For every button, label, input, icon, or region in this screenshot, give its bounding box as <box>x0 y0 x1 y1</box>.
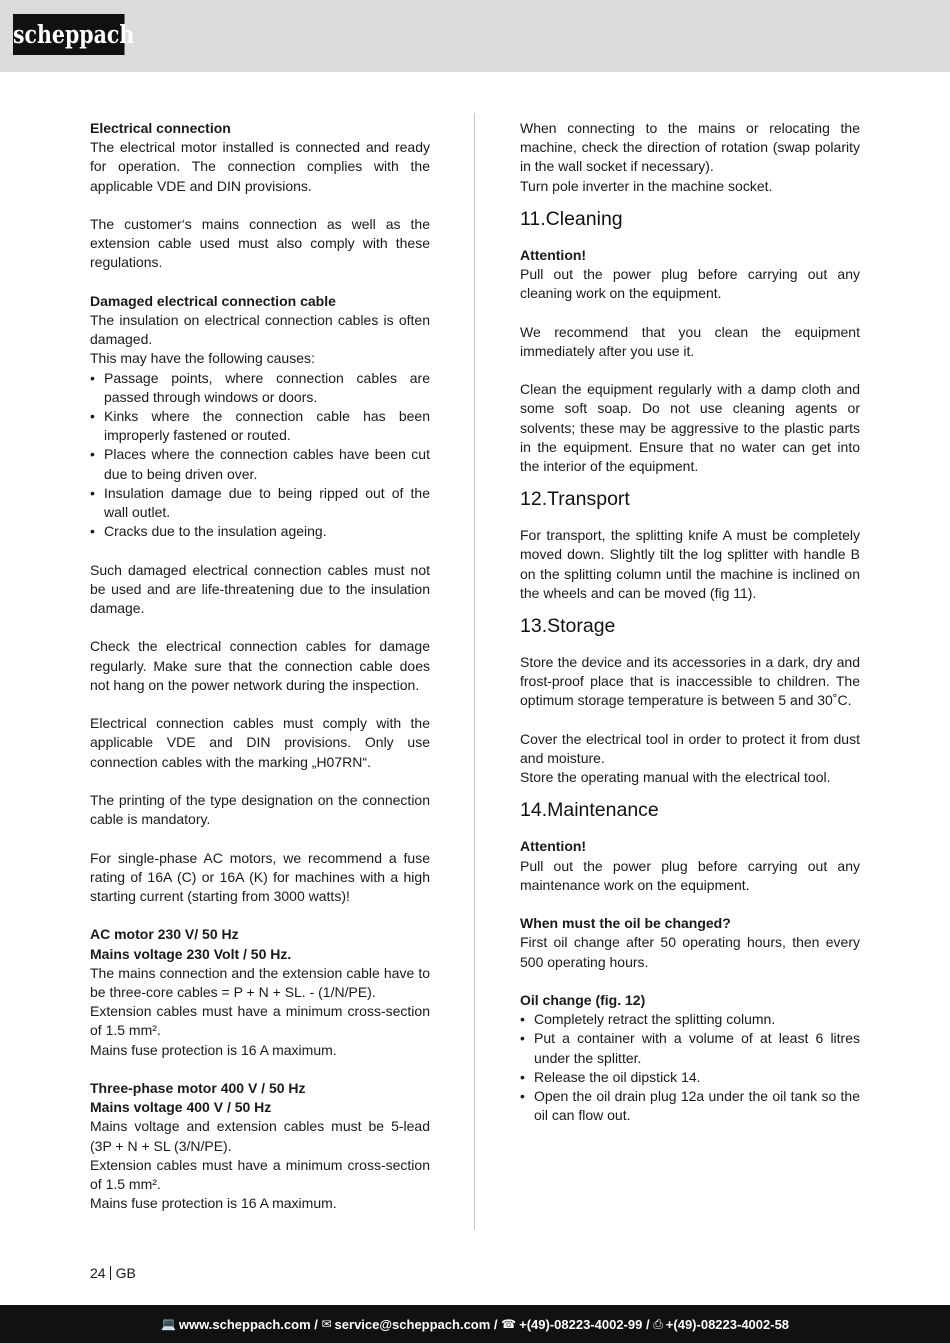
right-column <box>520 119 860 1125</box>
phone-number: +(49)-08223-4002-99 / <box>519 1316 650 1332</box>
paragraph: The insulation on electrical connection cables is often damaged. <box>90 312 430 348</box>
list-item: • Passage points, where connection cables are passed through windows or doors. <box>90 369 430 405</box>
section-subheading: Mains voltage 230 Volt / 50 Hz. <box>90 945 292 962</box>
email-icon: ✉ <box>321 1317 332 1331</box>
section-subheading: Mains voltage 400 V / 50 Hz <box>90 1099 272 1116</box>
fax-icon: ⎙ <box>653 1316 663 1331</box>
list-item: • Places where the connection cables have been cut due to being driven over. <box>90 446 430 482</box>
paragraph: Turn pole inverter in the machine socket. <box>520 177 773 194</box>
paragraph: We recommend that you clean the equipment immediately after you use it. <box>520 323 860 359</box>
paragraph: The customer‘s mains connection as well as the extension cable used must also comply with these regulations. <box>90 216 430 271</box>
list-item: • Release the oil dipstick 14. <box>520 1068 701 1085</box>
section-title-maintenance: 14.Maintenance <box>520 799 659 822</box>
list-item: • Open the oil drain plug 12a under the oil tank so the oil can flow out. <box>520 1088 860 1124</box>
subheading: Oil change (fig. 12) <box>520 992 646 1009</box>
brand-logo: scheppach <box>13 14 125 55</box>
section-title-storage: 13.Storage <box>520 615 616 638</box>
section-title-transport: 12.Transport <box>520 488 630 511</box>
header-bar <box>0 0 950 72</box>
paragraph: Check the electrical connection cables for damage regularly. Make sure that the connection cable does not hang on the power network during the inspection. <box>90 638 430 693</box>
section-heading: Electrical connection <box>90 120 231 136</box>
paragraph: Extension cables must have a minimum cross-section of 1.5 mm². <box>90 1003 430 1039</box>
paragraph: Pull out the power plug before carrying out any maintenance work on the equipment. <box>520 857 860 893</box>
paragraph: For transport, the splitting knife A must be completely moved down. Slightly tilt the log splitter with handle B on the splitting column until the machine is inclined on the wheels and can be moved (fig 11). <box>520 527 860 601</box>
section-heading: Three-phase motor 400 V / 50 Hz <box>90 1080 306 1097</box>
computer-icon: 💻 <box>160 1317 176 1331</box>
phone-icon: ☎ <box>501 1317 517 1331</box>
left-column <box>90 119 430 1213</box>
paragraph: This may have the following causes: <box>90 350 315 367</box>
paragraph: Extension cables must have a minimum cross-section of 1.5 mm². <box>90 1156 430 1193</box>
column-divider <box>474 113 475 1230</box>
page-number: 24 GB <box>90 1265 136 1281</box>
list-item: • Cracks due to the insulation ageing. <box>90 523 327 540</box>
paragraph: Mains fuse protection is 16 A maximum. <box>90 1195 337 1212</box>
footer-contact-bar <box>0 1305 950 1343</box>
attention-label: Attention! <box>520 838 587 855</box>
paragraph: When connecting to the mains or relocating the machine, check the direction of rotation (swap polarity in the wall socket if necessary). <box>520 120 860 175</box>
website-link[interactable]: www.scheppach.com / <box>178 1316 318 1332</box>
list-item: • Insulation damage due to being ripped out of the wall outlet. <box>90 484 430 521</box>
list-item: • Put a container with a volume of at least 6 litres under the splitter. <box>520 1030 860 1066</box>
paragraph: Clean the equipment regularly with a damp cloth and some soft soap. Do not use cleaning agents or solvents; these may be aggressive to the plastic parts in the equipment. Ensure that no water can get into the interior of the equipment. <box>520 381 860 475</box>
fax-number: +(49)-08223-4002-58 <box>665 1316 790 1332</box>
paragraph: The electrical motor installed is connected and ready for operation. The connection complies with the applicable VDE and DIN provisions. <box>90 139 430 194</box>
paragraph: The printing of the type designation on the connection cable is mandatory. <box>90 792 430 828</box>
paragraph: The mains connection and the extension cable have to be three-core cables = P + N + SL. - (1/N/PE). <box>90 964 430 1001</box>
paragraph: For single-phase AC motors, we recommend a fuse rating of 16A (C) or 16A (K) for machines with a high starting current (starting from 3000 watts)! <box>90 849 430 905</box>
paragraph: Mains voltage and extension cables must be 5-lead (3P + N + SL (3/N/PE). <box>90 1118 430 1154</box>
paragraph: Cover the electrical tool in order to protect it from dust and moisture. <box>520 730 860 767</box>
paragraph: First oil change after 50 operating hours, then every 500 operating hours. <box>520 934 860 970</box>
causes-list <box>90 369 430 542</box>
list-item: • Completely retract the splitting column. <box>520 1011 776 1028</box>
section-heading: AC motor 230 V/ 50 Hz <box>90 926 239 943</box>
paragraph: Store the device and its accessories in a dark, dry and frost-proof place that is inaccessible to children. The optimum storage temperature is between 5 and 30˚C. <box>520 654 860 709</box>
subheading: When must the oil be changed? <box>520 915 731 932</box>
email-link[interactable]: service@scheppach.com / <box>334 1316 498 1332</box>
list-item: • Kinks where the connection cable has been improperly fastened or routed. <box>90 408 430 444</box>
paragraph: Such damaged electrical connection cables must not be used and are life-threatening due to the insulation damage. <box>90 561 430 617</box>
section-heading: Damaged electrical connection cable <box>90 292 336 309</box>
paragraph: Store the operating manual with the electrical tool. <box>520 769 831 786</box>
section-title-cleaning: 11.Cleaning <box>520 207 623 230</box>
attention-label: Attention! <box>520 246 587 263</box>
paragraph: Electrical connection cables must comply with the applicable VDE and DIN provisions. Only use connection cables with the marking „H07RN“. <box>90 715 430 770</box>
oil-change-steps <box>520 1010 860 1125</box>
paragraph: Mains fuse protection is 16 A maximum. <box>90 1041 337 1058</box>
paragraph: Pull out the power plug before carrying out any cleaning work on the equipment. <box>520 266 860 302</box>
